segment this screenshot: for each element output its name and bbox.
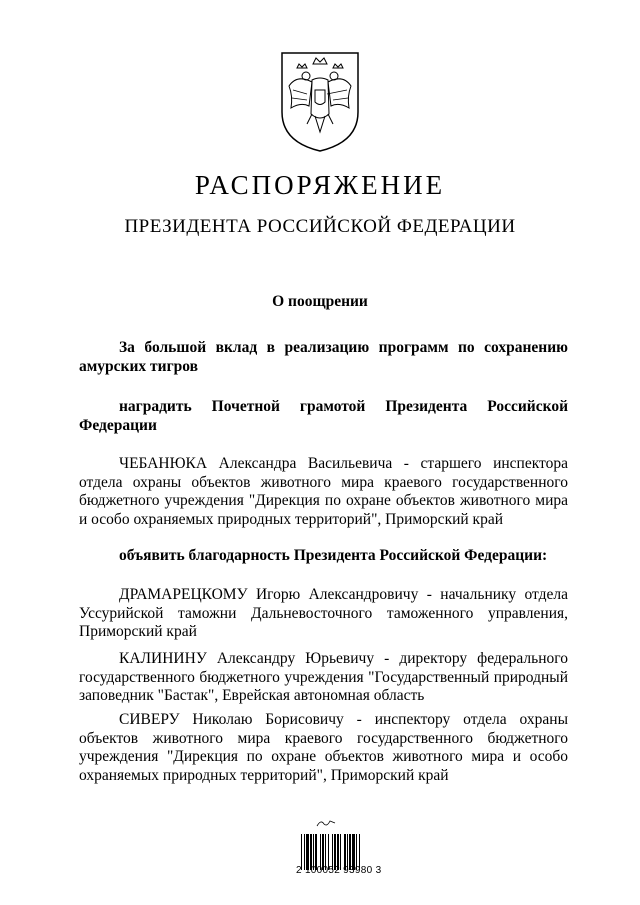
- document-title: РАСПОРЯЖЕНИЕ: [194, 170, 446, 200]
- award-recipient: ЧЕБАНЮКА Александра Васильевича - старшего инспектора отдела охраны объектов животного мира краевого государственного бюджетного учреждения "Дирекция по охране объектов животного мира и особо охраняемых природных территорий", Приморский край: [79, 455, 568, 528]
- intro-paragraph: За большой вклад в реализацию программ по сохранению амурских тигров: [79, 339, 568, 375]
- thanks-clause: объявить благодарность Президента Российской Федерации:: [119, 547, 548, 564]
- document-heading: О поощрении: [272, 293, 368, 310]
- thanks-recipient: ДРАМАРЕЦКОМУ Игорю Александровичу - начальнику отдела Уссурийской таможни Дальневосточного таможенного управления, Приморский край: [79, 586, 568, 640]
- document-subtitle: ПРЕЗИДЕНТА РОССИЙСКОЙ ФЕДЕРАЦИИ: [124, 216, 516, 237]
- thanks-recipient: КАЛИНИНУ Александру Юрьевичу - директору федерального государственного бюджетного учреждения "Государственный природный заповедник "Бастак", Еврейская автономная область: [79, 650, 568, 704]
- barcode-number: 2 100052 93980 3: [296, 865, 382, 876]
- thanks-recipient: СИВЕРУ Николаю Борисовичу - инспектору отдела охраны объектов животного мира краевого государственного бюджетного учреждения "Дирекция по охране объектов животного мира и особо охраняемых природных территорий", Приморский край: [79, 711, 568, 784]
- coat-of-arms-icon: [279, 50, 361, 153]
- award-clause: наградить Почетной грамотой Президента Российской Федерации: [79, 398, 568, 434]
